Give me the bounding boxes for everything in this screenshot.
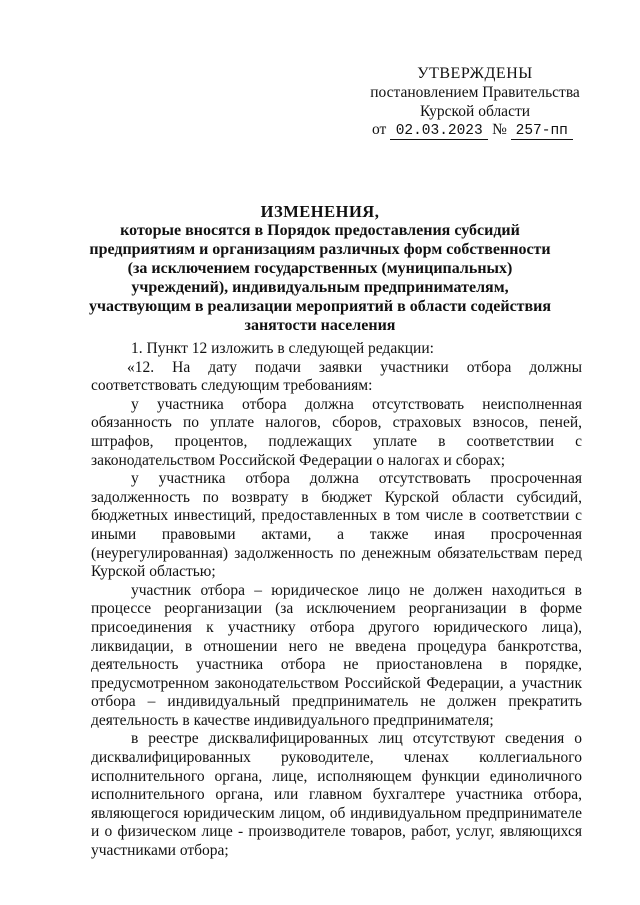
title-subtitle: которые вносятся в Порядок предоставления субсидий предприятиям и организациям различных форм собственности (за исключением государственных (муниципальных) учреждений), индивидуальным предпринимателям, участвующим в реализации мероприятий в области содействия занятости населения: [88, 222, 552, 334]
approval-region: Курской области: [419, 103, 531, 120]
paragraph-3: у участника отбора должна отсутствовать неисполненная обязанность по уплате налогов, сборов, страховых взносов, пеней, штрафов, процентов, подлежащих уплате в соответствии с законодательством Российской Федерации о налогах и сборах;: [91, 395, 582, 469]
paragraph-6: в реестре дисквалифицированных лиц отсутствуют сведения о дисквалифицированных руководителе, членах коллегиального исполнительного органа, лице, исполняющем функции единоличного исполнительного органа, или главном бухгалтере участника отбора, являющегося юридическим лицом, об индивидуальном предпринимателе и о физическом лице - производителе товаров, работ, услуг, являющихся участниками отбора;: [91, 730, 582, 860]
approval-date: 02.03.2023: [390, 123, 488, 140]
paragraph-1: 1. Пункт 12 изложить в следующей редакции:: [131, 340, 434, 357]
approval-heading: УТВЕРЖДЕНЫ: [417, 65, 533, 82]
approval-date-line: [372, 121, 573, 140]
document-body: [91, 340, 582, 861]
date-prefix: от: [372, 121, 387, 138]
approval-number: 257-пп: [511, 123, 573, 140]
paragraph-4: у участника отбора должна отсутствовать просроченная задолженность по возврату в бюджет Курской области субсидий, бюджетных инвестиций, предоставленных в том числе в соответствии с иными правовыми актами, а также иная просроченная (неурегулированная) задолженность по денежным обязательствам перед Курской областью;: [91, 470, 582, 581]
approval-issuer: постановлением Правительства: [370, 84, 580, 101]
number-prefix: №: [492, 121, 507, 138]
paragraph-2: «12. На дату подачи заявки участники отбора должны соответствовать следующим требованиям:: [91, 358, 582, 395]
approval-stamp: [330, 64, 620, 121]
document-title: [80, 202, 560, 335]
paragraph-5: участник отбора – юридическое лицо не должен находиться в процессе реорганизации (за исключением реорганизации в форме присоединения к участнику отбора другого юридического лица), ликвидации, в отношении него не введена процедура банкротства, деятельность участника отбора не приостановлена в порядке, предусмотренном законодательством Российской Федерации, а участник отбора – индивидуальный предприниматель не должен прекратить деятельность в качестве индивидуального предпринимателя;: [91, 581, 582, 729]
title-heading: ИЗМЕНЕНИЯ,: [260, 202, 380, 221]
